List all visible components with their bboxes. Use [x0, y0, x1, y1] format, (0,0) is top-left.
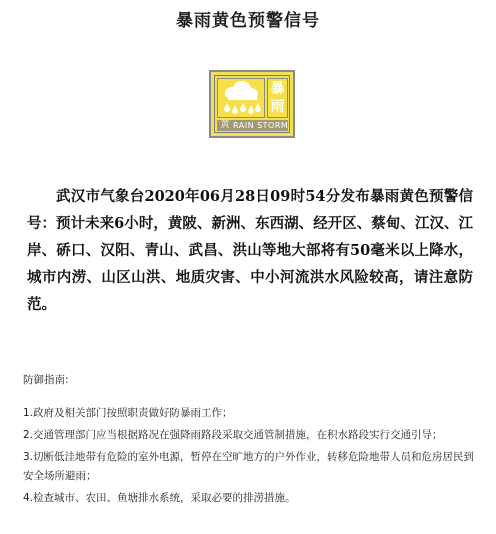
warning-signal-badge — [209, 70, 295, 138]
signal-bottom-band — [217, 120, 288, 131]
warning-signal-panel — [214, 75, 290, 133]
guide-item: 3.切断低洼地带有危险的室外电源，暂停在空旷地方的户外作业，转移危险地带人员和危房居民到安全场所避雨； — [23, 451, 475, 482]
guide-item: 2.交通管理部门应当根据路况在强降雨路段采取交通管制措施，在积水路段实行交通引导； — [23, 429, 443, 441]
signal-char-bottom: 雨 — [270, 99, 285, 115]
defense-guide — [23, 372, 481, 511]
guide-title: 防御指南: — [23, 374, 69, 386]
signal-english-label: RAIN STORM — [233, 121, 289, 130]
page-title: 暴雨黄色预警信号 — [176, 11, 320, 31]
signal-char-top: 暴 — [270, 81, 285, 97]
warning-paragraph: 武汉市气象台2020年06月28日09时54分发布暴雨黄色预警信号：预计未来6小时，黄陂、新洲、东西湖、经开区、蔡甸、江汉、江岸、硚口、汉阳、青山、武昌、洪山等地大部将有50毫米以上降水，城市内涝、山区山洪、地质灾害、中小河流洪水风险较高，请注意防范。 — [27, 188, 473, 313]
rain-cloud-graphic — [218, 79, 264, 117]
guide-item: 1.政府及相关部门按照职责做好防暴雨工作； — [23, 407, 233, 419]
guide-item: 4.检查城市、农田、鱼塘排水系统，采取必要的排涝措施。 — [23, 492, 296, 504]
rain-cloud-icon — [217, 78, 265, 118]
signal-level-label: 黄 — [220, 120, 230, 130]
signal-character-box — [267, 78, 288, 118]
